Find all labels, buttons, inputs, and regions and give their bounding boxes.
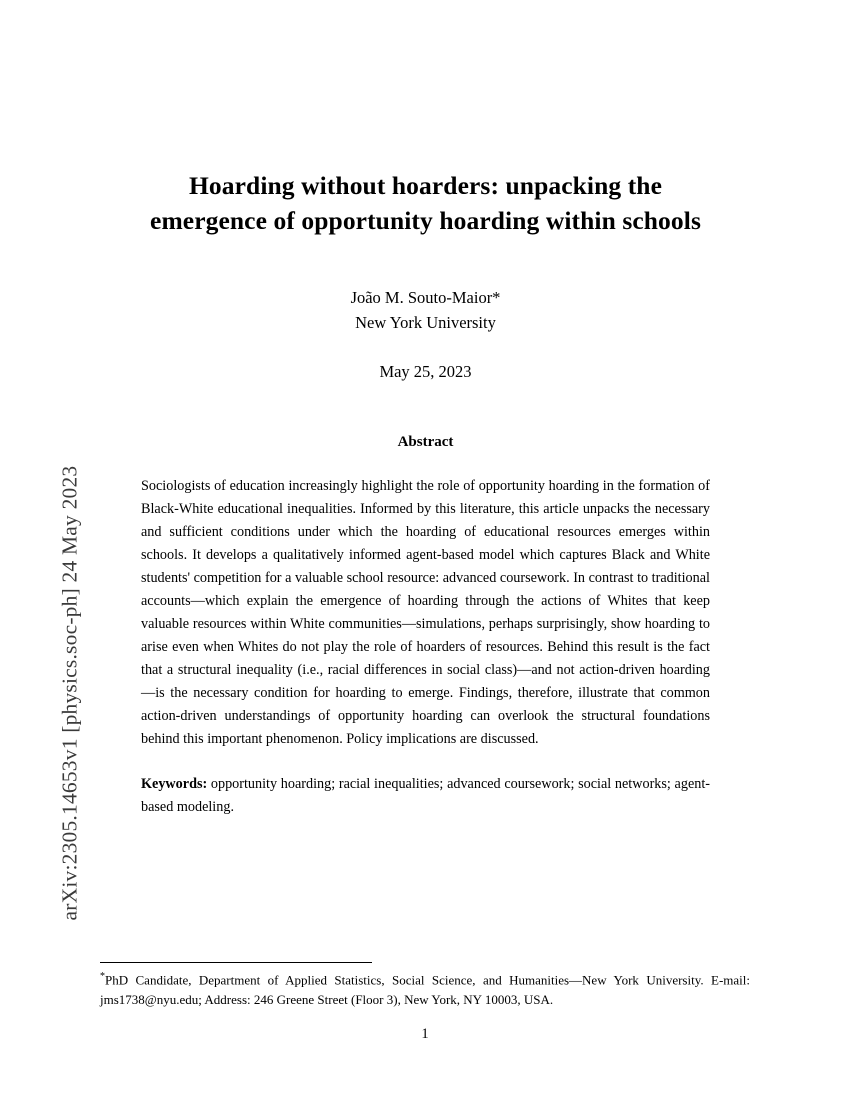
footnote-divider [100, 962, 372, 963]
footnote [100, 969, 750, 1011]
footnote-marker: * [100, 971, 105, 982]
keywords-block [141, 773, 710, 819]
page-number: 1 [421, 1026, 429, 1042]
author-block [141, 286, 710, 336]
author-affiliation: New York University [355, 313, 496, 333]
abstract-text: Sociologists of education increasingly highlight the role of opportunity hoarding in the formation of Black-White educational inequalities. Informed by this literature, this article unpacks the necessary and sufficient conditions under which the hoarding of educational resources emerges within schools. It develops a qualitatively informed agent-based model which captures Black and White students' competition for a valuable school resource: advanced coursework. In contrast to traditional accounts—which explain the emergence of hoarding through the actions of Whites that keep valuable resources within White communities—simulations, perhaps surprisingly, show hoarding to arise even when Whites do not play the role of hoarders of resources. Behind this result is the fact that a structural inequality (i.e., racial differences in social class)—and not action-driven hoarding—is the necessary condition for hoarding to emerge. Findings, therefore, illustrate that common action-driven understandings of opportunity hoarding can overlook the structural foundations behind this important phenomenon. Policy implications are discussed. [141, 477, 710, 747]
paper-date: May 25, 2023 [379, 361, 472, 381]
footnote-text: PhD Candidate, Department of Applied Statistics, Social Science, and Humanities—New York University. E-mail: jms1738@nyu.edu; Address: 246 Greene Street (Floor 3), New York, NY 10003, USA. [100, 972, 750, 1008]
author-name: João M. Souto-Maior* [350, 288, 501, 308]
keywords-list: opportunity hoarding; racial inequalities; advanced coursework; social networks; agent-based modeling. [141, 775, 710, 815]
arxiv-stamp-text: arXiv:2305.14653v1 [physics.soc-ph] 24 May 2023 [57, 465, 82, 921]
arxiv-stamp [0, 0, 82, 1100]
paper-content [141, 0, 710, 819]
abstract-heading: Abstract [397, 433, 454, 450]
page-title: Hoarding without hoarders: unpacking the emergence of opportunity hoarding within schools [150, 171, 701, 236]
keywords-label: Keywords: [141, 775, 208, 792]
